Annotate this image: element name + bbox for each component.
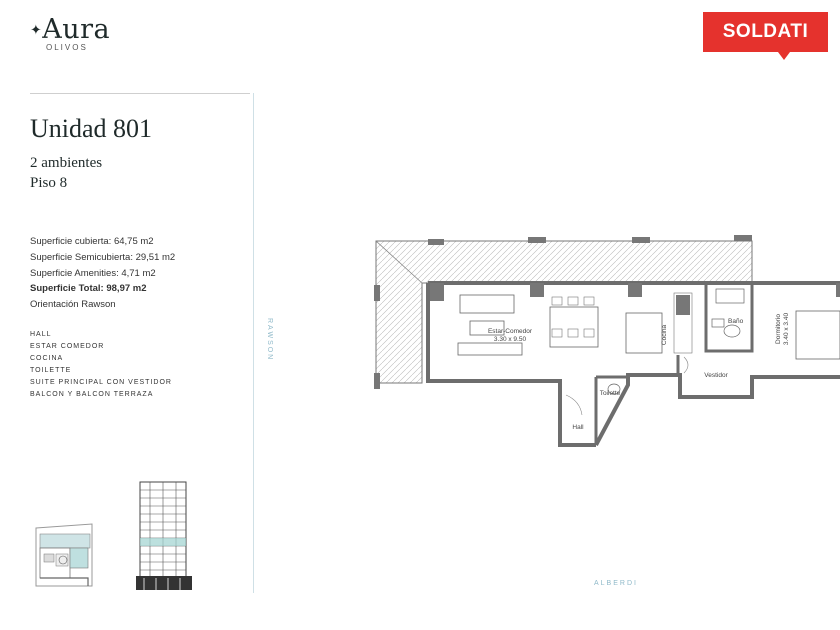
- floor-key-plan-icon: [32, 520, 104, 592]
- room-item: SUITE PRINCIPAL CON VESTIDOR: [30, 379, 172, 386]
- orientation: Orientación Rawson: [30, 299, 116, 311]
- brand-logo-tail: [778, 52, 790, 60]
- logo-subtitle: OLIVOS: [46, 43, 88, 52]
- surface-amenities: Superficie Amenities: 4,71 m2: [30, 267, 156, 279]
- cocina-label: Cocina: [661, 324, 668, 346]
- surface-total: Superficie Total: 98,97 m2: [30, 283, 147, 295]
- room-item: ESTAR COMEDOR: [30, 343, 105, 350]
- street-label-bottom: ALBERDI: [594, 580, 638, 587]
- room-item: COCINA: [30, 355, 64, 362]
- bano-label: Baño: [728, 318, 744, 325]
- header-divider: [30, 93, 250, 94]
- street-label-side: RAWSON: [266, 318, 273, 362]
- unit-floor: Piso 8: [30, 175, 68, 191]
- unit-ambientes: 2 ambientes: [30, 155, 103, 171]
- room-item: HALL: [30, 331, 52, 338]
- dormitorio-label: Dormitorio: [775, 314, 782, 344]
- room-item: BALCON Y BALCON TERRAZA: [30, 391, 154, 398]
- estar-label: Estar-Comedor: [487, 328, 533, 335]
- surfaces-list: [30, 234, 175, 313]
- star-logo-icon: ✦: [30, 22, 43, 39]
- building-elevation-icon: [134, 478, 194, 596]
- floor-plan: [370, 225, 840, 455]
- room-item: TOILETTE: [30, 367, 72, 374]
- hall-label: Hall: [572, 424, 584, 431]
- rooms-list: [30, 329, 172, 401]
- vestidor-label: Vestidor: [704, 372, 728, 379]
- logo-text: Aura: [42, 14, 111, 45]
- surface-semicubierta: Superficie Semicubierta: 29,51 m2: [30, 251, 176, 263]
- brand-logo: SOLDATI: [703, 12, 828, 52]
- estar-dims: 3.30 x 9.50: [493, 336, 527, 343]
- toilette-label: Toilette: [599, 390, 621, 397]
- unit-title: Unidad 801: [30, 114, 153, 143]
- vertical-divider: [253, 93, 254, 593]
- aura-logo: [30, 14, 110, 52]
- surface-cubierta: Superficie cubierta: 64,75 m2: [30, 236, 154, 247]
- dormitorio-dims: 3.40 x 3.40: [783, 312, 790, 346]
